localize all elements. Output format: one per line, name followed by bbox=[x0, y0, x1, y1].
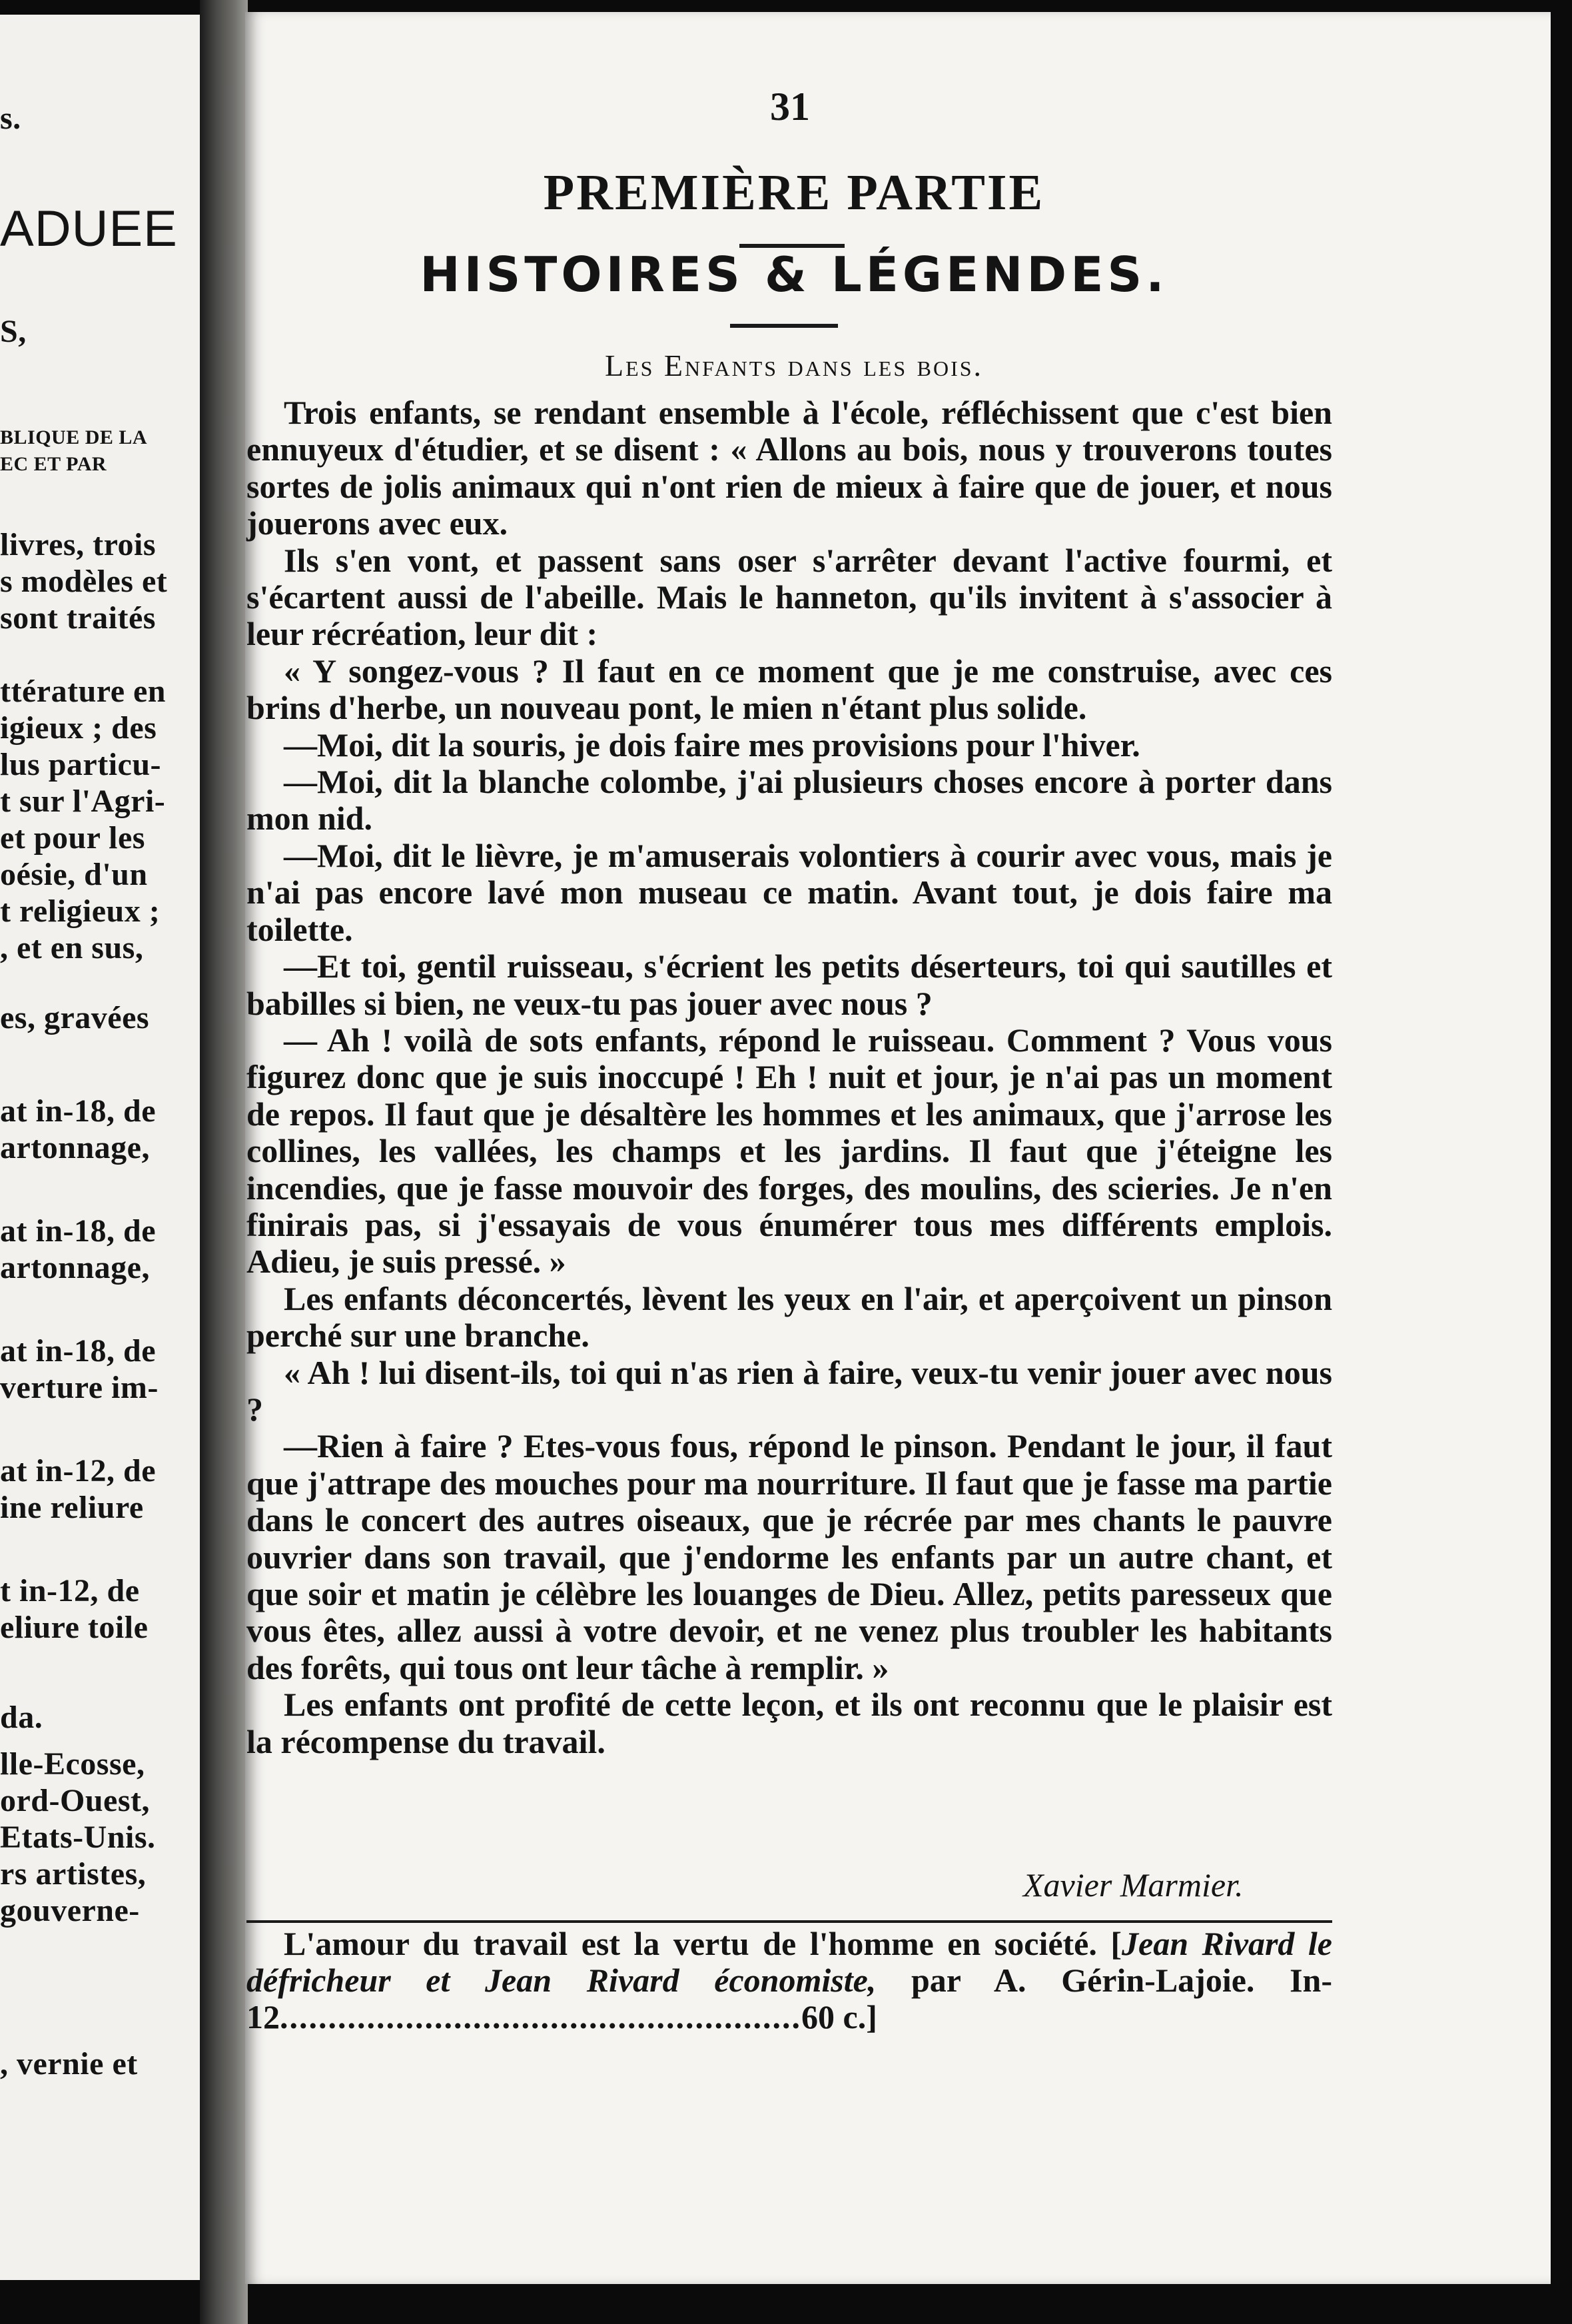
left-page-line: da. bbox=[0, 1700, 43, 1735]
left-page-line: et pour les bbox=[0, 820, 145, 856]
story-paragraph: —Moi, dit la blanche colombe, j'ai plusieurs choses encore à porter dans mon nid. bbox=[246, 763, 1332, 838]
left-page-line: , vernie et bbox=[0, 2046, 138, 2081]
left-page-line: S, bbox=[0, 314, 27, 349]
left-page-line: lle-Ecosse, bbox=[0, 1746, 145, 1782]
left-page-line: s modèles et bbox=[0, 564, 168, 599]
story-body bbox=[246, 394, 1332, 1760]
footnote-divider bbox=[246, 1920, 1332, 1923]
story-paragraph: « Y songez-vous ? Il faut en ce moment que je me construise, avec ces brins d'herbe, un nouveau pont, le mien n'étant plus solide. bbox=[246, 652, 1332, 727]
left-page-line: at in-18, de bbox=[0, 1333, 156, 1369]
story-paragraph: —Et toi, gentil ruisseau, s'écrient les petits déserteurs, toi qui sautilles et babilles si bien, ne veux-tu pas jouer avec nous ? bbox=[246, 947, 1332, 1022]
left-page-line: verture im- bbox=[0, 1370, 159, 1405]
left-page-line: Etats-Unis. bbox=[0, 1820, 156, 1855]
left-page-line: ADUEE bbox=[0, 201, 178, 257]
left-page-line: gouverne- bbox=[0, 1893, 140, 1928]
part-title: PREMIÈRE PARTIE bbox=[543, 165, 1045, 221]
section-title: HISTOIRES & LÉGENDES. bbox=[420, 247, 1168, 302]
section-divider bbox=[730, 324, 838, 328]
footnote-leader-dots: ...................................................... bbox=[280, 1998, 801, 2035]
left-page-line: oésie, d'un bbox=[0, 857, 148, 892]
story-paragraph: —Moi, dit le lièvre, je m'amuserais volontiers à courir avec vous, mais je n'ai pas encore lavé mon museau ce matin. Avant tout, je dois faire ma toilette. bbox=[246, 836, 1332, 948]
left-page-line: ord-Ouest, bbox=[0, 1783, 150, 1818]
left-page-line: at in-18, de bbox=[0, 1213, 156, 1249]
left-page-line: t sur l'Agri- bbox=[0, 784, 166, 819]
left-page-line: sont traités bbox=[0, 600, 156, 636]
story-paragraph: Les enfants déconcertés, lèvent les yeux en l'air, et aperçoivent un pinson perché sur une branche. bbox=[246, 1279, 1332, 1355]
footnote bbox=[246, 1926, 1332, 2035]
story-paragraph: « Ah ! lui disent-ils, toi qui n'as rien à faire, veux-tu venir jouer avec nous ? bbox=[246, 1353, 1332, 1428]
footnote-author: par A. Gérin-Lajoie. In-12 bbox=[246, 1962, 1332, 2035]
left-page-line: t religieux ; bbox=[0, 893, 161, 929]
story-paragraph: — Ah ! voilà de sots enfants, répond le ruisseau. Comment ? Vous vous figurez donc que je suis inoccupé ! Eh ! nuit et jour, je n'ai pas un moment de repos. Il faut que je désaltère les hommes et les animaux, que j'arrose les collines, les vallées, les champs et les jardins. Il faut que j'éteigne les incendies, que je fasse mouvoir des forges, des moulins, des scieries. Je n'en finirais pas, si j'essayais de vous énumérer tous mes différents emplois. Adieu, je suis pressé. » bbox=[246, 1021, 1332, 1281]
left-page-line: at in-12, de bbox=[0, 1453, 156, 1488]
story-paragraph: Les enfants ont profité de cette leçon, et ils ont reconnu que le plaisir est la récompense du travail. bbox=[246, 1686, 1332, 1760]
story-paragraph: —Moi, dit la souris, je dois faire mes provisions pour l'hiver. bbox=[284, 726, 1140, 764]
left-page-line: , et en sus, bbox=[0, 930, 144, 965]
footnote-book-title: Jean Rivard le défricheur et Jean Rivard économiste, bbox=[246, 1925, 1332, 1999]
left-page-line: at in-18, de bbox=[0, 1093, 156, 1129]
left-page-line: igieux ; des bbox=[0, 710, 157, 746]
left-page-line: BLIQUE DE LA bbox=[0, 426, 148, 448]
footnote-text: L'amour du travail est la vertu de l'homme en société. [ bbox=[284, 1925, 1122, 1962]
left-page-line: rs artistes, bbox=[0, 1856, 147, 1892]
page-number: 31 bbox=[770, 85, 810, 129]
left-page-line: artonnage, bbox=[0, 1250, 150, 1285]
left-page-line: EC ET PAR bbox=[0, 453, 107, 475]
left-page-line: lus particu- bbox=[0, 747, 162, 782]
left-page-line: artonnage, bbox=[0, 1130, 150, 1165]
author-signature: Xavier Marmier. bbox=[1023, 1866, 1244, 1904]
story-paragraph: —Rien à faire ? Etes-vous fous, répond le pinson. Pendant le jour, il faut que j'attrape des mouches pour ma nourriture. Il faut que je fasse ma partie dans le concert des autres oiseaux, que je récrée par mes chants le pauvre ouvrier dans son travail, que j'endorme les enfants par un autre chant, et que soir et matin je célèbre les louanges de Dieu. Allez, petits paresseux que vous êtes, allez aussi à votre devoir, et ne venez plus troubler les habitants des forêts, qui tous ont leur tâche à remplir. » bbox=[246, 1427, 1332, 1686]
left-page-line: ine reliure bbox=[0, 1490, 144, 1525]
story-title: Les Enfants dans les bois. bbox=[604, 348, 984, 382]
story-paragraph: Ils s'en vont, et passent sans oser s'arrêter devant l'active fourmi, et s'écartent aussi de l'abeille. Mais le hanneton, qu'ils invitent à s'associer à leur récréation, leur dit : bbox=[246, 541, 1332, 653]
left-page-line: ttérature en bbox=[0, 674, 166, 709]
left-page-line: es, gravées bbox=[0, 1000, 150, 1035]
left-page-line: s. bbox=[0, 101, 21, 136]
left-page-line: t in-12, de bbox=[0, 1573, 140, 1608]
left-page-line: eliure toile bbox=[0, 1610, 149, 1645]
left-page-line: livres, trois bbox=[0, 527, 157, 562]
story-paragraph: Trois enfants, se rendant ensemble à l'école, réfléchissent que c'est bien ennuyeux d'étudier, et se disent : « Allons au bois, nous y trouverons toutes sortes de jolis animaux qui n'ont rien de mieux à faire que de jouer, et nous jouerons avec eux. bbox=[246, 394, 1332, 542]
footnote-price: 60 c.] bbox=[801, 1998, 877, 2035]
